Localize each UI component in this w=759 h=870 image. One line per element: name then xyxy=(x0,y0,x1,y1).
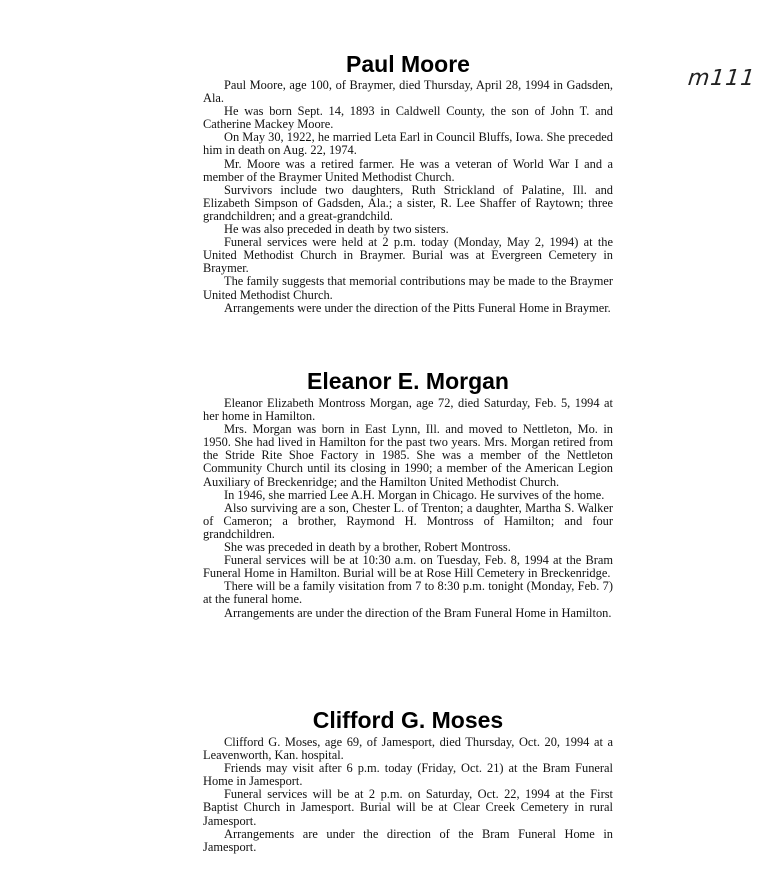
obituary-heading: Eleanor E. Morgan xyxy=(307,368,509,394)
obituary-paragraph: She was preceded in death by a brother, Robert Montross. xyxy=(224,540,511,555)
obituary-clifford-moses xyxy=(203,707,613,854)
obituary-paragraph: Friends may visit after 6 p.m. today (Friday, Oct. 21) at the Bram Funeral Home in Jamesport. xyxy=(203,761,613,789)
obituary-paragraph: Arrangements are under the direction of the Bram Funeral Home in Jamesport. xyxy=(203,826,613,854)
obituary-paragraph: He was also preceded in death by two sisters. xyxy=(224,222,449,237)
obituary-body xyxy=(203,736,613,854)
obituary-paragraph: In 1946, she married Lee A.H. Morgan in Chicago. He survives of the home. xyxy=(224,487,605,502)
obituary-paragraph: On May 30, 1922, he married Leta Earl in Council Bluffs, Iowa. She preceded him in death on Aug. 22, 1974. xyxy=(203,130,613,158)
obituary-paragraph: Eleanor Elizabeth Montross Morgan, age 72, died Saturday, Feb. 5, 1994 at her home in Hamilton. xyxy=(203,396,613,424)
obituary-paragraph: Funeral services were held at 2 p.m. today (Monday, May 2, 1994) at the United Methodist Church in Braymer. Burial was at Evergreen Cemetery in Braymer. xyxy=(203,235,613,276)
obituary-heading: Clifford G. Moses xyxy=(312,707,504,733)
obituary-paragraph: There will be a family visitation from 7 to 8:30 p.m. tonight (Monday, Feb. 7) at the funeral home. xyxy=(203,579,613,607)
obituary-paragraph: Mr. Moore was a retired farmer. He was a veteran of World War I and a member of the Braymer United Methodist Church. xyxy=(203,156,613,184)
obituary-paragraph: He was born Sept. 14, 1893 in Caldwell County, the son of John T. and Catherine Mackey Moore. xyxy=(203,104,613,132)
obituary-paragraph: Funeral services will be at 10:30 a.m. on Tuesday, Feb. 8, 1994 at the Bram Funeral Home in Hamilton. Burial will be at Rose Hill Cemetery in Breckenridge. xyxy=(203,553,613,581)
obituary-paragraph: Funeral services will be at 2 p.m. on Saturday, Oct. 22, 1994 at the First Baptist Church in Jamesport. Burial will be at Clear Creek Cemetery in rural Jamesport. xyxy=(203,787,613,828)
obituary-paragraph: Also surviving are a son, Chester L. of Trenton; a daughter, Martha S. Walker of Cameron; a brother, Raymond H. Montross of Hamilton; and four grandchildren. xyxy=(203,500,613,541)
obituary-paragraph: Clifford G. Moses, age 69, of Jamesport, died Thursday, Oct. 20, 1994 at a Leavenworth, Kan. hospital. xyxy=(203,735,613,763)
obituary-paragraph: Survivors include two daughters, Ruth Strickland of Palatine, Ill. and Elizabeth Simpson of Gadsden, Ala.; a sister, R. Lee Shaffer of Raytown; three grandchildren; and a great-grandchild. xyxy=(203,182,613,223)
obituary-paragraph: The family suggests that memorial contributions may be made to the Braymer United Methodist Church. xyxy=(203,274,613,302)
obituary-paragraph: Mrs. Morgan was born in East Lynn, Ill. and moved to Nettleton, Mo. in 1950. She had lived in Hamilton for the past two years. Mrs. Morgan retired from the Stride Rite Shoe Factory in 1985. She was a member of the Nettleton Community Church until its closing in 1990; a member of the American Legion Auxiliary of Breckenridge; and the Hamilton United Methodist Church. xyxy=(203,422,613,489)
obituary-paragraph: Paul Moore, age 100, of Braymer, died Thursday, April 28, 1994 in Gadsden, Ala. xyxy=(203,78,613,106)
obituary-paul-moore xyxy=(203,51,613,315)
obituary-heading: Paul Moore xyxy=(346,51,470,77)
obituary-eleanor-morgan xyxy=(203,368,613,620)
handwritten-annotation: m111 xyxy=(686,66,757,91)
obituary-paragraph: Arrangements were under the direction of the Pitts Funeral Home in Braymer. xyxy=(224,300,611,315)
obituary-body xyxy=(203,79,613,315)
obituary-paragraph: Arrangements are under the direction of the Bram Funeral Home in Hamilton. xyxy=(224,605,612,620)
obituary-body xyxy=(203,397,613,620)
